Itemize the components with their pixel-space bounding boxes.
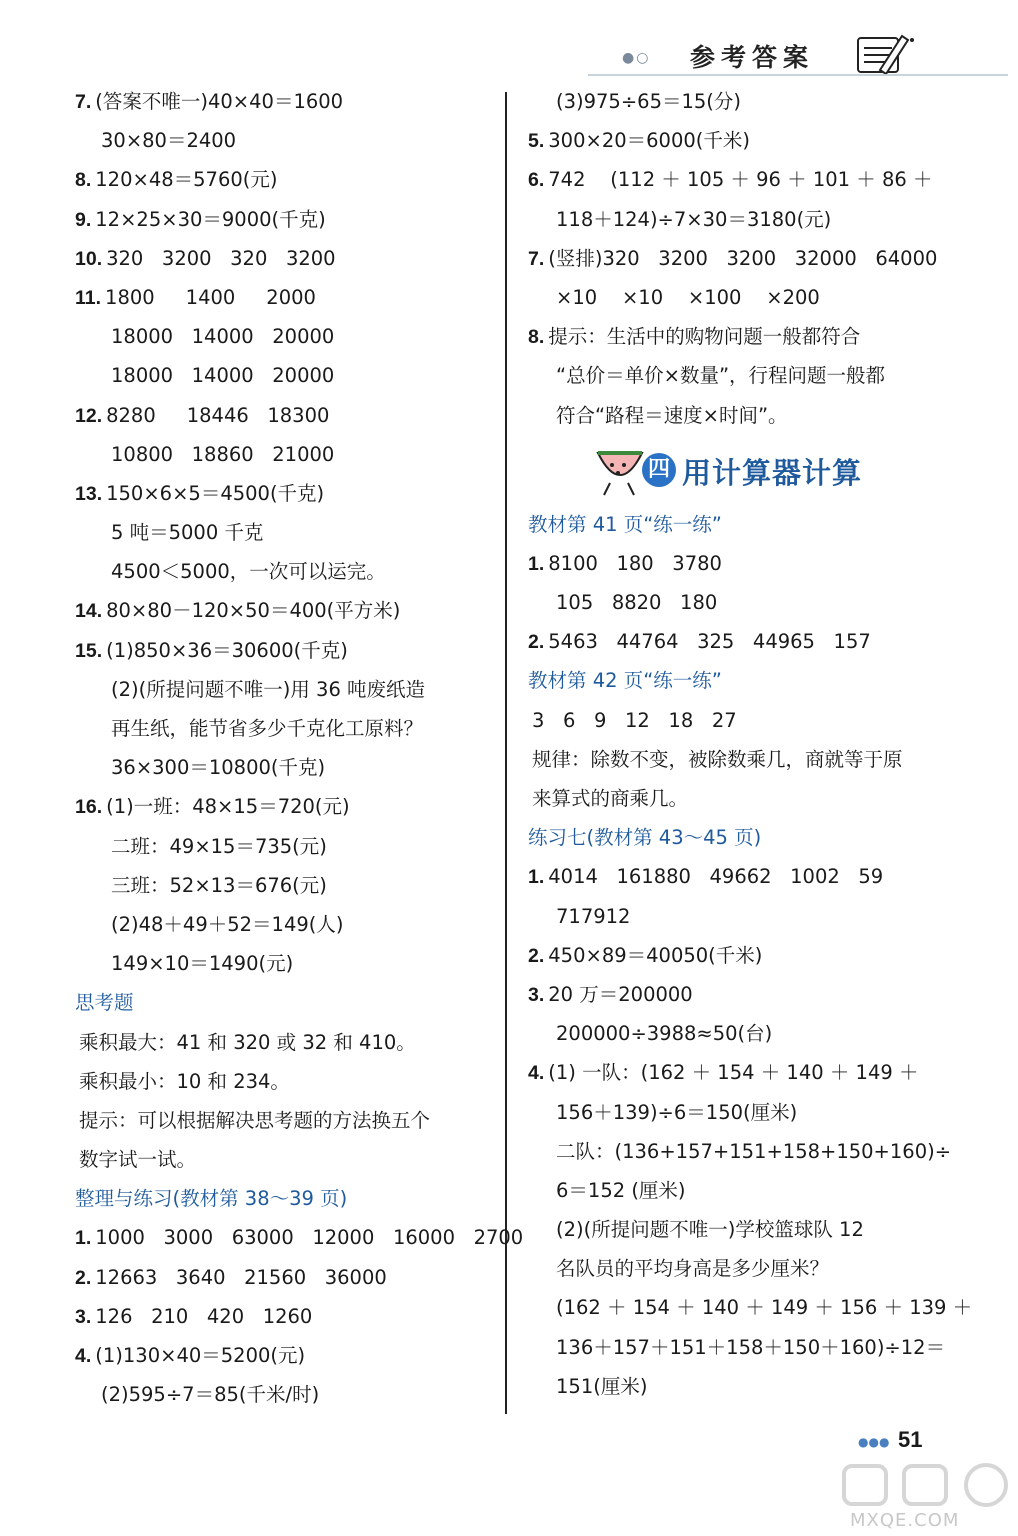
page-header <box>580 30 1018 80</box>
answer-line <box>75 709 505 748</box>
answer-line <box>75 787 505 826</box>
answer-text: 提示：生活中的购物问题一般都符合 <box>548 325 861 349</box>
answer-text: (2)48＋49＋52＝149(人) <box>111 912 344 936</box>
answer-line <box>528 857 948 896</box>
question-number: 1. <box>528 552 545 575</box>
answer-line <box>75 396 505 435</box>
right-column-bottom <box>528 505 973 1406</box>
section-heading: 思考题 <box>75 991 134 1015</box>
answer-text: 8280 18446 18300 <box>106 403 330 427</box>
answer-text: 名队员的平均身高是多少厘米？ <box>556 1257 830 1281</box>
answer-text: (2)595÷7＝85(千米/时) <box>101 1383 320 1407</box>
answer-text: 105 8820 180 <box>556 591 718 615</box>
answer-line <box>528 1367 948 1406</box>
answer-line <box>75 1062 505 1101</box>
answer-line <box>75 513 505 552</box>
answer-text: (2)(所提问题不唯一)学校篮球队 12 <box>556 1218 864 1242</box>
answer-text: (答案不唯一)40×40＝1600 <box>95 90 344 113</box>
header-dots: ●○ <box>622 50 651 66</box>
answer-text: 4014 161880 49662 1002 59 <box>548 865 884 889</box>
answer-line <box>75 278 505 317</box>
answer-text: 8100 180 3780 <box>548 551 722 575</box>
answer-line <box>75 905 505 944</box>
page-number: 51 <box>898 1427 923 1452</box>
question-number: 3. <box>528 983 545 1006</box>
answer-line <box>528 583 948 622</box>
answer-text: 20 万＝200000 <box>548 982 693 1006</box>
answer-text: (竖排)320 3200 3200 32000 64000 <box>548 246 938 270</box>
section-heading: 教材第 41 页“练一练” <box>528 512 722 536</box>
section-banner <box>528 435 948 505</box>
answer-line <box>75 944 505 983</box>
answer-line <box>528 239 948 278</box>
answer-line <box>528 975 948 1014</box>
header-title: 参考答案 <box>690 43 815 72</box>
answer-line <box>75 591 505 630</box>
answer-text: 126 210 420 1260 <box>95 1304 313 1328</box>
answer-line <box>75 748 505 787</box>
answer-text: 1000 3000 63000 12000 16000 2700 <box>95 1226 524 1250</box>
answer-line <box>75 474 505 513</box>
answer-line <box>75 1218 524 1257</box>
answer-line <box>75 1297 505 1336</box>
answer-text: 156＋139)÷6＝150(厘米) <box>556 1100 798 1124</box>
question-number: 10. <box>75 247 103 270</box>
answer-line <box>528 1210 948 1249</box>
section-title: 用计算器计算 <box>682 455 863 490</box>
answer-line <box>528 396 948 435</box>
answer-text: 提示：可以根据解决思考题的方法换五个 <box>79 1108 431 1132</box>
header-rule <box>588 74 1008 76</box>
answer-line <box>75 160 505 199</box>
answer-line <box>75 356 505 395</box>
question-number: 7. <box>75 91 92 113</box>
answer-text: (2)(所提问题不唯一)用 36 吨废纸造 <box>111 677 426 701</box>
answer-line <box>528 278 948 317</box>
answer-text: 数字试一试。 <box>79 1148 197 1172</box>
page-dots-icon: ●●● <box>858 1435 890 1449</box>
question-number: 1. <box>528 866 545 889</box>
answer-line <box>528 1053 948 1092</box>
answer-text: (3)975÷65＝15(分) <box>556 90 742 113</box>
answer-line <box>75 552 505 591</box>
question-number: 6. <box>528 169 545 192</box>
answer-text: (162 ＋ 154 ＋ 140 ＋ 149 ＋ 156 ＋ 139 ＋ <box>556 1296 973 1320</box>
watermark-logo-icon <box>838 1460 1018 1510</box>
answer-text: 36×300＝10800(千克) <box>111 756 326 780</box>
question-number: 14. <box>75 600 103 623</box>
answer-text: 12663 3640 21560 36000 <box>95 1265 387 1289</box>
question-number: 7. <box>528 247 545 270</box>
answer-text: 150×6×5＝4500(千克) <box>106 481 325 505</box>
answer-text: 450×89＝40050(千米) <box>548 943 763 967</box>
answer-line <box>75 1375 505 1414</box>
question-number: 8. <box>528 326 545 349</box>
answer-text: 120×48＝5760(元) <box>95 168 278 192</box>
answer-text: 再生纸，能节省多少千克化工原料？ <box>111 717 424 740</box>
answer-line <box>528 1132 952 1171</box>
answer-line <box>528 779 948 818</box>
answer-line <box>75 866 505 905</box>
answer-text: ×10 ×10 ×100 ×200 <box>556 285 820 309</box>
answer-line <box>528 936 948 975</box>
answer-text: (1)850×36＝30600(千克) <box>106 638 348 662</box>
answer-text: 12×25×30＝9000(千克) <box>95 207 326 231</box>
left-column <box>75 82 524 1414</box>
answer-line <box>75 670 505 709</box>
notebook-pencil-icon <box>850 30 920 80</box>
answer-text: 乘积最小：10 和 234。 <box>79 1069 290 1093</box>
section-number-badge: 四 <box>642 453 676 487</box>
answer-line <box>528 701 948 740</box>
section-heading: 教材第 42 页“练一练” <box>528 669 722 693</box>
answer-line <box>528 740 948 779</box>
answer-line <box>75 1336 505 1375</box>
answer-line <box>528 544 948 583</box>
answer-line <box>528 356 948 395</box>
answer-text: 二班：49×15＝735(元) <box>111 834 327 858</box>
answer-line <box>75 1023 505 1062</box>
right-column <box>528 82 973 1406</box>
question-number: 12. <box>75 404 103 427</box>
answer-text: 30×80＝2400 <box>101 129 237 153</box>
watermelon-mascot-icon <box>594 439 646 499</box>
answer-text: 717912 <box>556 904 631 928</box>
answer-text: 118＋124)÷7×30＝3180(元) <box>556 207 832 231</box>
right-column-top <box>528 82 948 435</box>
answer-line <box>75 200 505 239</box>
answer-text: 三班：52×13＝676(元) <box>111 873 327 897</box>
answer-line <box>528 1014 948 1053</box>
question-number: 5. <box>528 130 545 153</box>
answer-line <box>528 1328 948 1367</box>
page-footer <box>858 1425 938 1465</box>
answer-text: 80×80－120×50＝400(平方米) <box>106 599 401 623</box>
answer-text: 742 (112 ＋ 105 ＋ 96 ＋ 101 ＋ 86 ＋ <box>548 168 933 192</box>
answer-line <box>528 1249 948 1288</box>
question-number: 2. <box>75 1266 92 1289</box>
answer-line <box>528 897 948 936</box>
section-heading: 练习七(教材第 43～45 页) <box>528 826 762 850</box>
answer-text: 4500＜5000，一次可以运完。 <box>111 560 386 584</box>
answer-text: (1)一班：48×15＝720(元) <box>106 795 350 819</box>
question-number: 3. <box>75 1305 92 1328</box>
answer-text: 136＋157＋151＋158＋150＋160)÷12＝ <box>556 1335 946 1359</box>
answer-text: 200000÷3988≈50(台) <box>556 1022 773 1046</box>
answer-line <box>528 1171 948 1210</box>
answer-text: 1800 1400 2000 <box>105 285 316 309</box>
watermark <box>838 1460 1018 1536</box>
answer-text: (1) 一队：(162 ＋ 154 ＋ 140 ＋ 149 ＋ <box>548 1061 919 1085</box>
answer-line <box>528 200 948 239</box>
answer-line <box>75 435 505 474</box>
question-number: 2. <box>528 631 545 654</box>
answer-line <box>75 317 505 356</box>
question-number: 11. <box>75 286 102 309</box>
answer-text: 3 6 9 12 18 27 <box>532 708 737 732</box>
answer-text: 149×10＝1490(元) <box>111 952 294 976</box>
answer-text: 规律：除数不变，被除数乘几，商就等于原 <box>532 747 903 771</box>
answer-text: 来算式的商乘几。 <box>532 787 689 810</box>
column-divider <box>505 92 507 1414</box>
answer-line <box>75 239 505 278</box>
answer-line <box>528 1093 948 1132</box>
answer-text: 乘积最大：41 和 320 或 32 和 410。 <box>79 1030 416 1054</box>
answer-text: 6＝152 (厘米) <box>556 1178 686 1202</box>
answer-line <box>528 121 948 160</box>
watermark-text: MXQE.COM <box>850 1510 960 1531</box>
answer-line <box>528 622 948 661</box>
answer-text: 320 3200 320 3200 <box>106 246 336 270</box>
answer-text: 符合“路程＝速度×时间”。 <box>556 403 788 427</box>
answer-line <box>75 121 505 160</box>
question-number: 15. <box>75 639 103 662</box>
answer-text: 18000 14000 20000 <box>111 364 335 388</box>
question-number: 8. <box>75 169 92 192</box>
answer-line <box>528 317 948 356</box>
question-number: 1. <box>75 1227 92 1250</box>
answer-text: 151(厘米) <box>556 1374 648 1398</box>
answer-line <box>75 82 505 121</box>
question-number: 16. <box>75 796 103 819</box>
answer-text: 5463 44764 325 44965 157 <box>548 630 871 654</box>
answer-line <box>75 631 505 670</box>
answer-line <box>75 827 505 866</box>
answer-line <box>528 160 948 199</box>
answer-text: “总价＝单价×数量”，行程问题一般都 <box>556 364 886 388</box>
answer-line <box>75 1140 505 1179</box>
question-number: 4. <box>528 1062 545 1085</box>
answer-text: (1)130×40＝5200(元) <box>95 1344 306 1367</box>
answer-line <box>75 1101 505 1140</box>
answer-text: 18000 14000 20000 <box>111 325 335 349</box>
answer-line <box>528 82 948 121</box>
question-number: 2. <box>528 944 545 967</box>
answer-text: 10800 18860 21000 <box>111 442 335 466</box>
section-heading: 整理与练习(教材第 38～39 页) <box>75 1187 348 1211</box>
answer-line <box>75 1258 505 1297</box>
question-number: 9. <box>75 208 92 231</box>
answer-line <box>528 1288 973 1327</box>
question-number: 4. <box>75 1345 92 1367</box>
answer-text: 300×20＝6000(千米) <box>548 129 750 153</box>
question-number: 13. <box>75 482 103 505</box>
answer-text: 二队：(136+157+151+158+150+160)÷ <box>556 1139 952 1163</box>
answer-text: 5 吨＝5000 千克 <box>111 521 264 545</box>
